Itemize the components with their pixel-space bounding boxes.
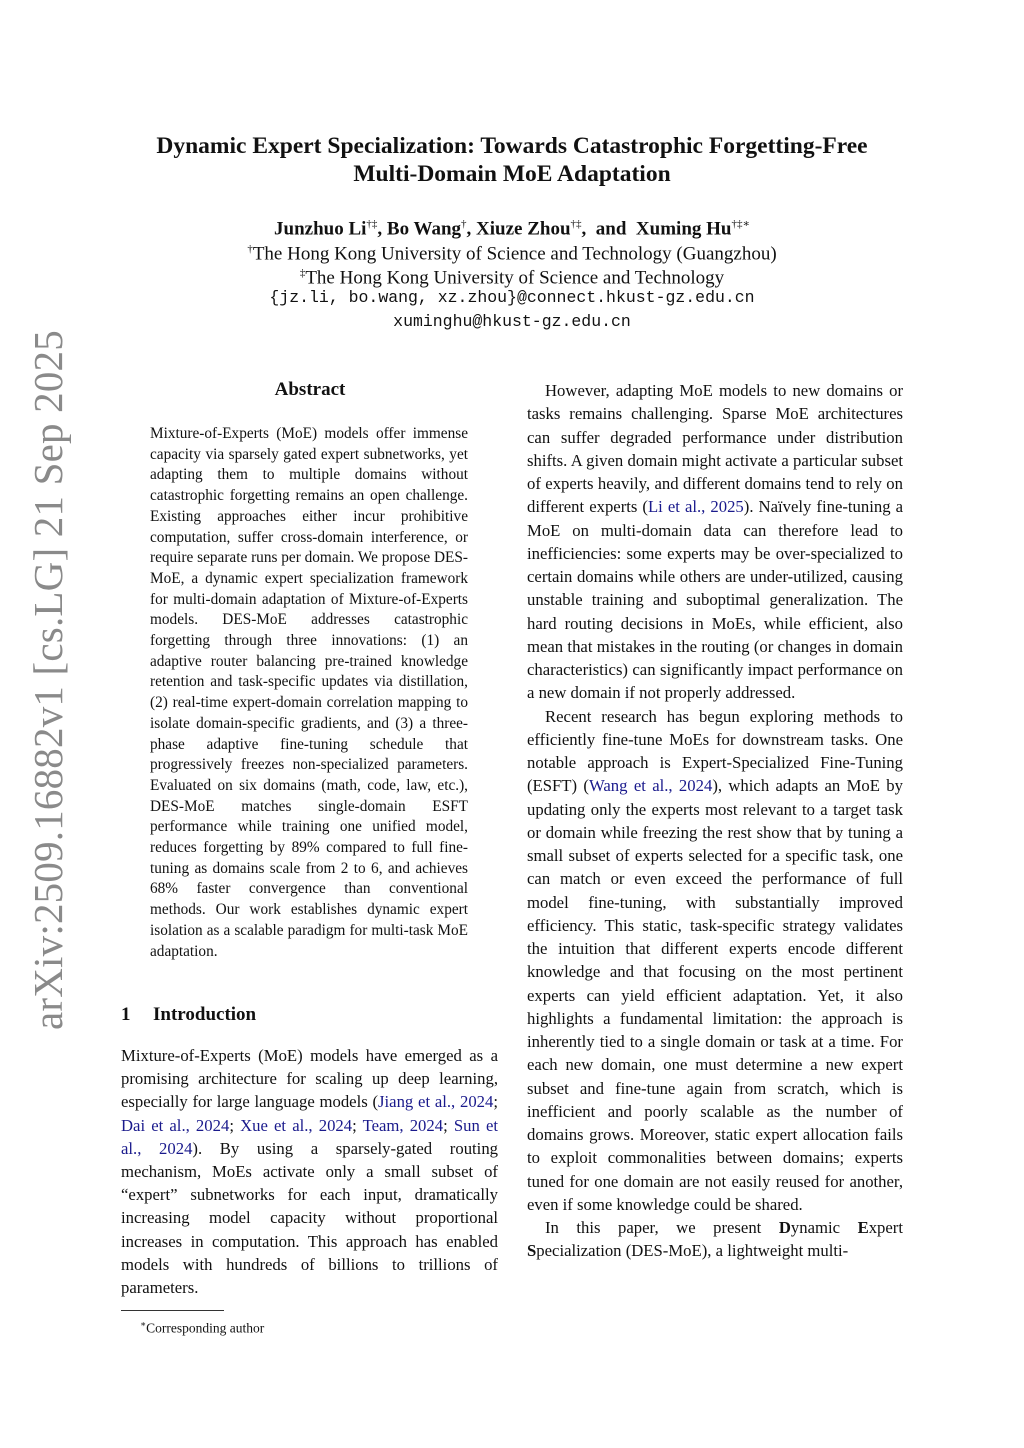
citation-link[interactable]: Xue et al., 2024	[240, 1115, 353, 1135]
acronym-letter: D	[778, 1218, 791, 1237]
paper-title	[110, 132, 914, 188]
arxiv-identifier[interactable]: arXiv:2509.16882v1 [cs.LG] 21 Sep 2025	[25, 330, 71, 1030]
author-name: Bo Wang	[386, 218, 462, 240]
body-text: ynamic	[790, 1218, 858, 1237]
affiliation-mark: †	[247, 243, 253, 255]
section-number: 1	[121, 1004, 131, 1025]
affiliation-text: The Hong Kong University of Science and Technology	[305, 267, 725, 289]
body-text: pecialization (DES-MoE), a lightweight multi-	[536, 1241, 849, 1261]
body-text: xpert	[868, 1218, 903, 1237]
author-name: Xiuze Zhou	[476, 218, 571, 240]
right-column	[527, 379, 903, 1263]
body-text: In this paper, we present	[545, 1218, 779, 1237]
citation-link[interactable]: Jiang et al., 2024	[378, 1092, 494, 1112]
introduction-paragraph	[121, 1044, 498, 1299]
acronym-letter: E	[857, 1218, 869, 1237]
body-text: ), which adapts an MoE by updating only the experts most relevant to a target task or domain while freezing the rest show that by tuning a small subset of experts selected for a specific task, one can match or even exceed the performance of full model fine-tuning, with substantially improved efficiency. This static, task-specific strategy validates the intuition that different experts encode different knowledge and that focusing on the most pertinent experts can yield efficient adaptation. Yet, it also highlights a fundamental limitation: the approach is inherently tied to a single domain or task at a time. For each new domain, one must determine a new expert subset and fine-tune again from scratch, which is inefficient and poorly scalable as the number of domains grows. Moreover, static expert allocation fails to exploit commonalities between domains; experts tuned for one domain are not easily reused for another, even if some knowledge could be shared.	[527, 776, 903, 1214]
abstract-text: Mixture-of-Experts (MoE) models offer immense capacity via sparsely gated expert subnetworks, yet adapting them to multiple domains without catastrophic forgetting remains an open challenge. Existing approaches either incur prohibitive computation, suffer cross-domain interference, or require separate runs per domain. We propose DES-MoE, a dynamic expert specialization framework for multi-domain adaptation of Mixture-of-Experts models. DES-MoE addresses catastrophic forgetting through three innovations: (1) an adaptive router balancing pre-trained knowledge retention and task-specific updates via distillation, (2) real-time expert-domain correlation mapping to isolate domain-specific gradients, and (3) a three-phase adaptive fine-tuning schedule that progressively freezes non-specialized parameters. Evaluated on six domains (math, code, law, etc.), DES-MoE matches single-domain ESFT performance while training one unified model, reduces forgetting by 89% compared to full fine-tuning as domains scale from 2 to 6, and achieves 68% faster convergence than conventional methods. Our work establishes dynamic expert isolation as a scalable paradigm for multi-task MoE adaptation.	[150, 425, 468, 960]
citation-link[interactable]: Dai et al., 2024	[121, 1115, 230, 1135]
citation-separator: ;	[352, 1115, 363, 1135]
footnote-text: Corresponding author	[146, 1320, 265, 1336]
section-heading-introduction	[121, 1003, 256, 1027]
abstract-heading: Abstract	[274, 379, 346, 400]
author-marks: †	[461, 218, 467, 230]
author-marks: †‡∗	[731, 218, 750, 230]
author-emails[interactable]: {jz.li, bo.wang, xz.zhou}@connect.hkust-gz.edu.cn	[269, 288, 755, 307]
author-marks: †‡	[570, 218, 582, 230]
citation-link[interactable]: Team, 2024	[362, 1115, 444, 1135]
corresponding-email[interactable]: xuminghu@hkust-gz.edu.cn	[393, 312, 631, 331]
author-list: Junzhuo Li†‡, Bo Wang†, Xiuze Zhou†‡, and Xuming Hu†‡∗	[274, 218, 750, 240]
acronym-letter: S	[527, 1241, 537, 1261]
body-text: ). By using a sparsely-gated routing mechanism, MoEs activate only a small subset of “expert” subnetworks for each input, dramatically increasing model capacity without proportional increases in computation. This approach has enabled models with hundreds of billions to trillions of parameters.	[121, 1138, 499, 1298]
body-text: However, adapting MoE models to new domains or tasks remains challenging. Sparse MoE architectures can suffer degraded performance under distribution shifts. A given domain might activate a particular subset of experts heavily, and different domains tend to rely on different experts (	[527, 381, 903, 517]
author-name: Xuming Hu	[635, 218, 732, 240]
footnote	[140, 1315, 264, 1338]
citation-link[interactable]: Sun et al., 2024	[121, 1115, 499, 1158]
affiliation-mark: ‡	[299, 267, 306, 279]
body-text: ). Naïvely fine-tuning a MoE on multi-domain data can therefore lead to inefficiencies: some experts may be over-specialized to certain domains while others are under-utilized, causing unstable training and suboptimal generalization. The hard routing decisions in MoEs, while efficient, also mean that mistakes in the routing (or changes in domain characteristics) can significantly impact performance on a new domain if not properly addressed.	[527, 497, 904, 703]
citation-link[interactable]: Wang et al., 2024	[588, 776, 713, 796]
body-text: Recent research has begun exploring methods to efficiently fine-tune MoEs for downstream tasks. One notable approach is Expert-Specialized Fine-Tuning (ESFT) (	[527, 706, 903, 796]
citation-separator: ;	[493, 1092, 499, 1112]
body-text: Mixture-of-Experts (MoE) models have emerged as a promising architecture for scaling up deep learning, especially for large language models (	[121, 1046, 498, 1112]
affiliation-text: The Hong Kong University of Science and Technology (Guangzhou)	[252, 243, 777, 265]
citation-separator: ;	[229, 1115, 241, 1135]
section-title: Introduction	[153, 1004, 257, 1025]
author-conjunction: and	[595, 218, 627, 240]
title-line-1: Dynamic Expert Specialization: Towards Catastrophic Forgetting-Free	[156, 133, 868, 159]
citation-separator: ;	[443, 1115, 454, 1135]
author-marks: †‡	[366, 218, 378, 230]
paragraph	[527, 705, 903, 1217]
title-line-2: Multi-Domain MoE Adaptation	[353, 161, 671, 187]
paragraph	[527, 1216, 903, 1263]
footnote-divider	[121, 1310, 224, 1311]
paragraph	[527, 379, 903, 705]
footnote-mark: ∗	[140, 1319, 147, 1329]
citation-link[interactable]: Li et al., 2025	[647, 497, 744, 517]
author-name: Junzhuo Li	[274, 218, 367, 240]
